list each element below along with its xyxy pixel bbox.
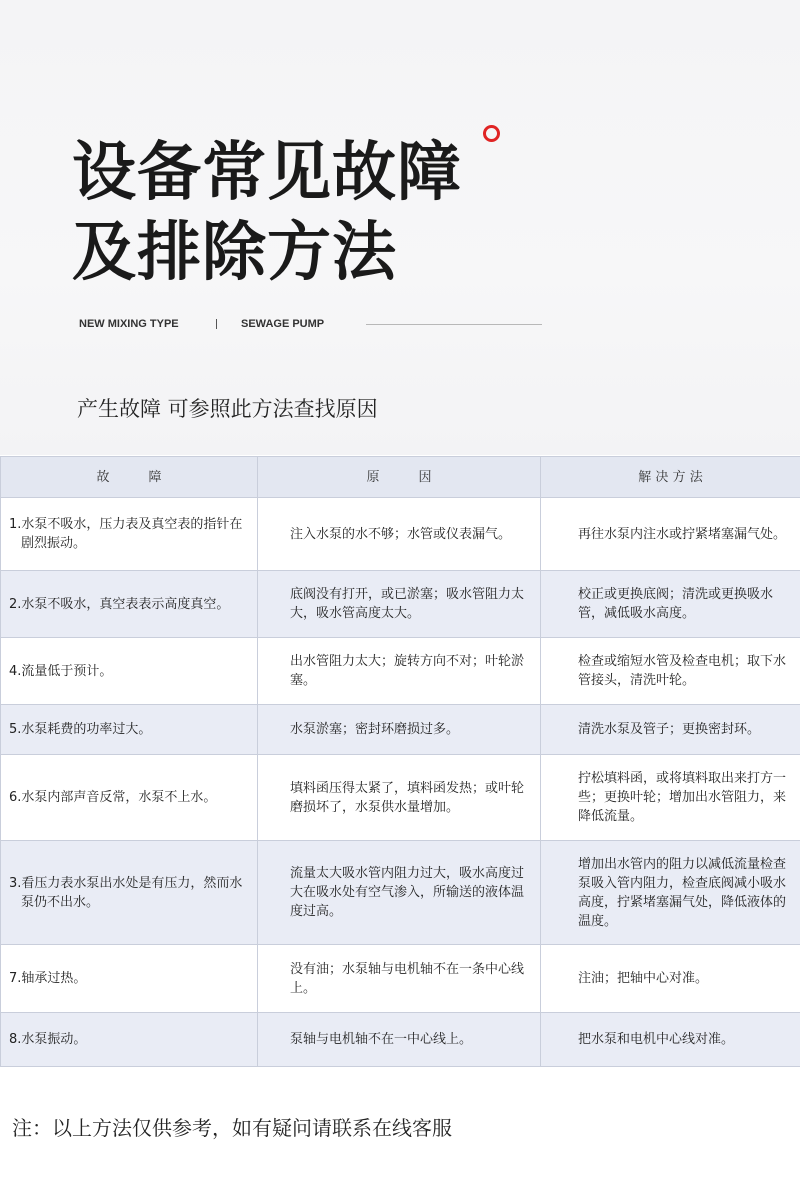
cause-cell: 没有油；水泵轴与电机轴不在一条中心线上。 bbox=[258, 945, 541, 1013]
cause-cell: 泵轴与电机轴不在一中心线上。 bbox=[258, 1013, 541, 1067]
fault-cell: 1.水泵不吸水，压力表及真空表的指针在剧烈振动。 bbox=[1, 498, 258, 571]
circle-accent-icon bbox=[483, 125, 500, 142]
solution-cell: 再往水泵内注水或拧紧堵塞漏气处。 bbox=[541, 498, 800, 571]
table-row bbox=[1, 755, 800, 841]
solution-cell: 增加出水管内的阻力以减低流量检查泵吸入管内阻力，检查底阀减小吸水高度，拧紧堵塞漏气处，降低液体的温度。 bbox=[541, 841, 800, 945]
header-cause: 原 因 bbox=[258, 457, 541, 498]
header-fault: 故 障 bbox=[1, 457, 258, 498]
table-row bbox=[1, 841, 800, 945]
solution-cell: 校正或更换底阀；清洗或更换吸水管，减低吸水高度。 bbox=[541, 571, 800, 638]
cause-cell: 底阀没有打开，或已淤塞；吸水管阻力太大，吸水管高度太大。 bbox=[258, 571, 541, 638]
cause-cell: 水泵淤塞；密封环磨损过多。 bbox=[258, 705, 541, 755]
footer-note: 注：以上方法仅供参考，如有疑问请联系在线客服 bbox=[12, 1116, 452, 1140]
table-row bbox=[1, 571, 800, 638]
page-title bbox=[72, 133, 462, 293]
cause-cell: 流量太大吸水管内阻力过大，吸水高度过大在吸水处有空气渗入，所输送的液体温度过高。 bbox=[258, 841, 541, 945]
cause-cell: 出水管阻力太大；旋转方向不对；叶轮淤塞。 bbox=[258, 638, 541, 705]
tag-new-mixing-type: NEW MIXING TYPE bbox=[79, 318, 179, 330]
fault-cell: 7.轴承过热。 bbox=[1, 945, 258, 1013]
solution-cell: 注油；把轴中心对准。 bbox=[541, 945, 800, 1013]
fault-cell: 8.水泵振动。 bbox=[1, 1013, 258, 1067]
table-header-row bbox=[1, 457, 800, 498]
fault-table bbox=[0, 456, 800, 1067]
solution-cell: 拧松填料函，或将填料取出来打方一些；更换叶轮；增加出水管阻力，来降低流量。 bbox=[541, 755, 800, 841]
fault-cell: 2.水泵不吸水，真空表表示高度真空。 bbox=[1, 571, 258, 638]
table-row bbox=[1, 705, 800, 755]
fault-cell: 4.流量低于预计。 bbox=[1, 638, 258, 705]
solution-cell: 清洗水泵及管子；更换密封环。 bbox=[541, 705, 800, 755]
title-line-1: 设备常见故障 bbox=[72, 136, 462, 210]
cause-cell: 注入水泵的水不够；水管或仪表漏气。 bbox=[258, 498, 541, 571]
table-row bbox=[1, 1013, 800, 1067]
solution-cell: 检查或缩短水管及检查电机；取下水管接头，清洗叶轮。 bbox=[541, 638, 800, 705]
fault-cell: 3.看压力表水泵出水处是有压力，然而水泵仍不出水。 bbox=[1, 841, 258, 945]
header-solution: 解 决 方 法 bbox=[541, 457, 800, 498]
fault-cell: 6.水泵内部声音反常，水泵不上水。 bbox=[1, 755, 258, 841]
title-line-2: 及排除方法 bbox=[72, 216, 397, 290]
subtitle: 产生故障 可参照此方法查找原因 bbox=[77, 397, 378, 421]
table-row bbox=[1, 498, 800, 571]
solution-cell: 把水泵和电机中心线对准。 bbox=[541, 1013, 800, 1067]
tag-divider bbox=[216, 319, 217, 329]
table-row bbox=[1, 638, 800, 705]
tag-sewage-pump: SEWAGE PUMP bbox=[241, 318, 325, 330]
cause-cell: 填料函压得太紧了，填料函发热；或叶轮磨损坏了，水泵供水量增加。 bbox=[258, 755, 541, 841]
fault-cell: 5.水泵耗费的功率过大。 bbox=[1, 705, 258, 755]
header-rule bbox=[366, 324, 542, 325]
hero-banner bbox=[0, 0, 800, 455]
table-row bbox=[1, 945, 800, 1013]
